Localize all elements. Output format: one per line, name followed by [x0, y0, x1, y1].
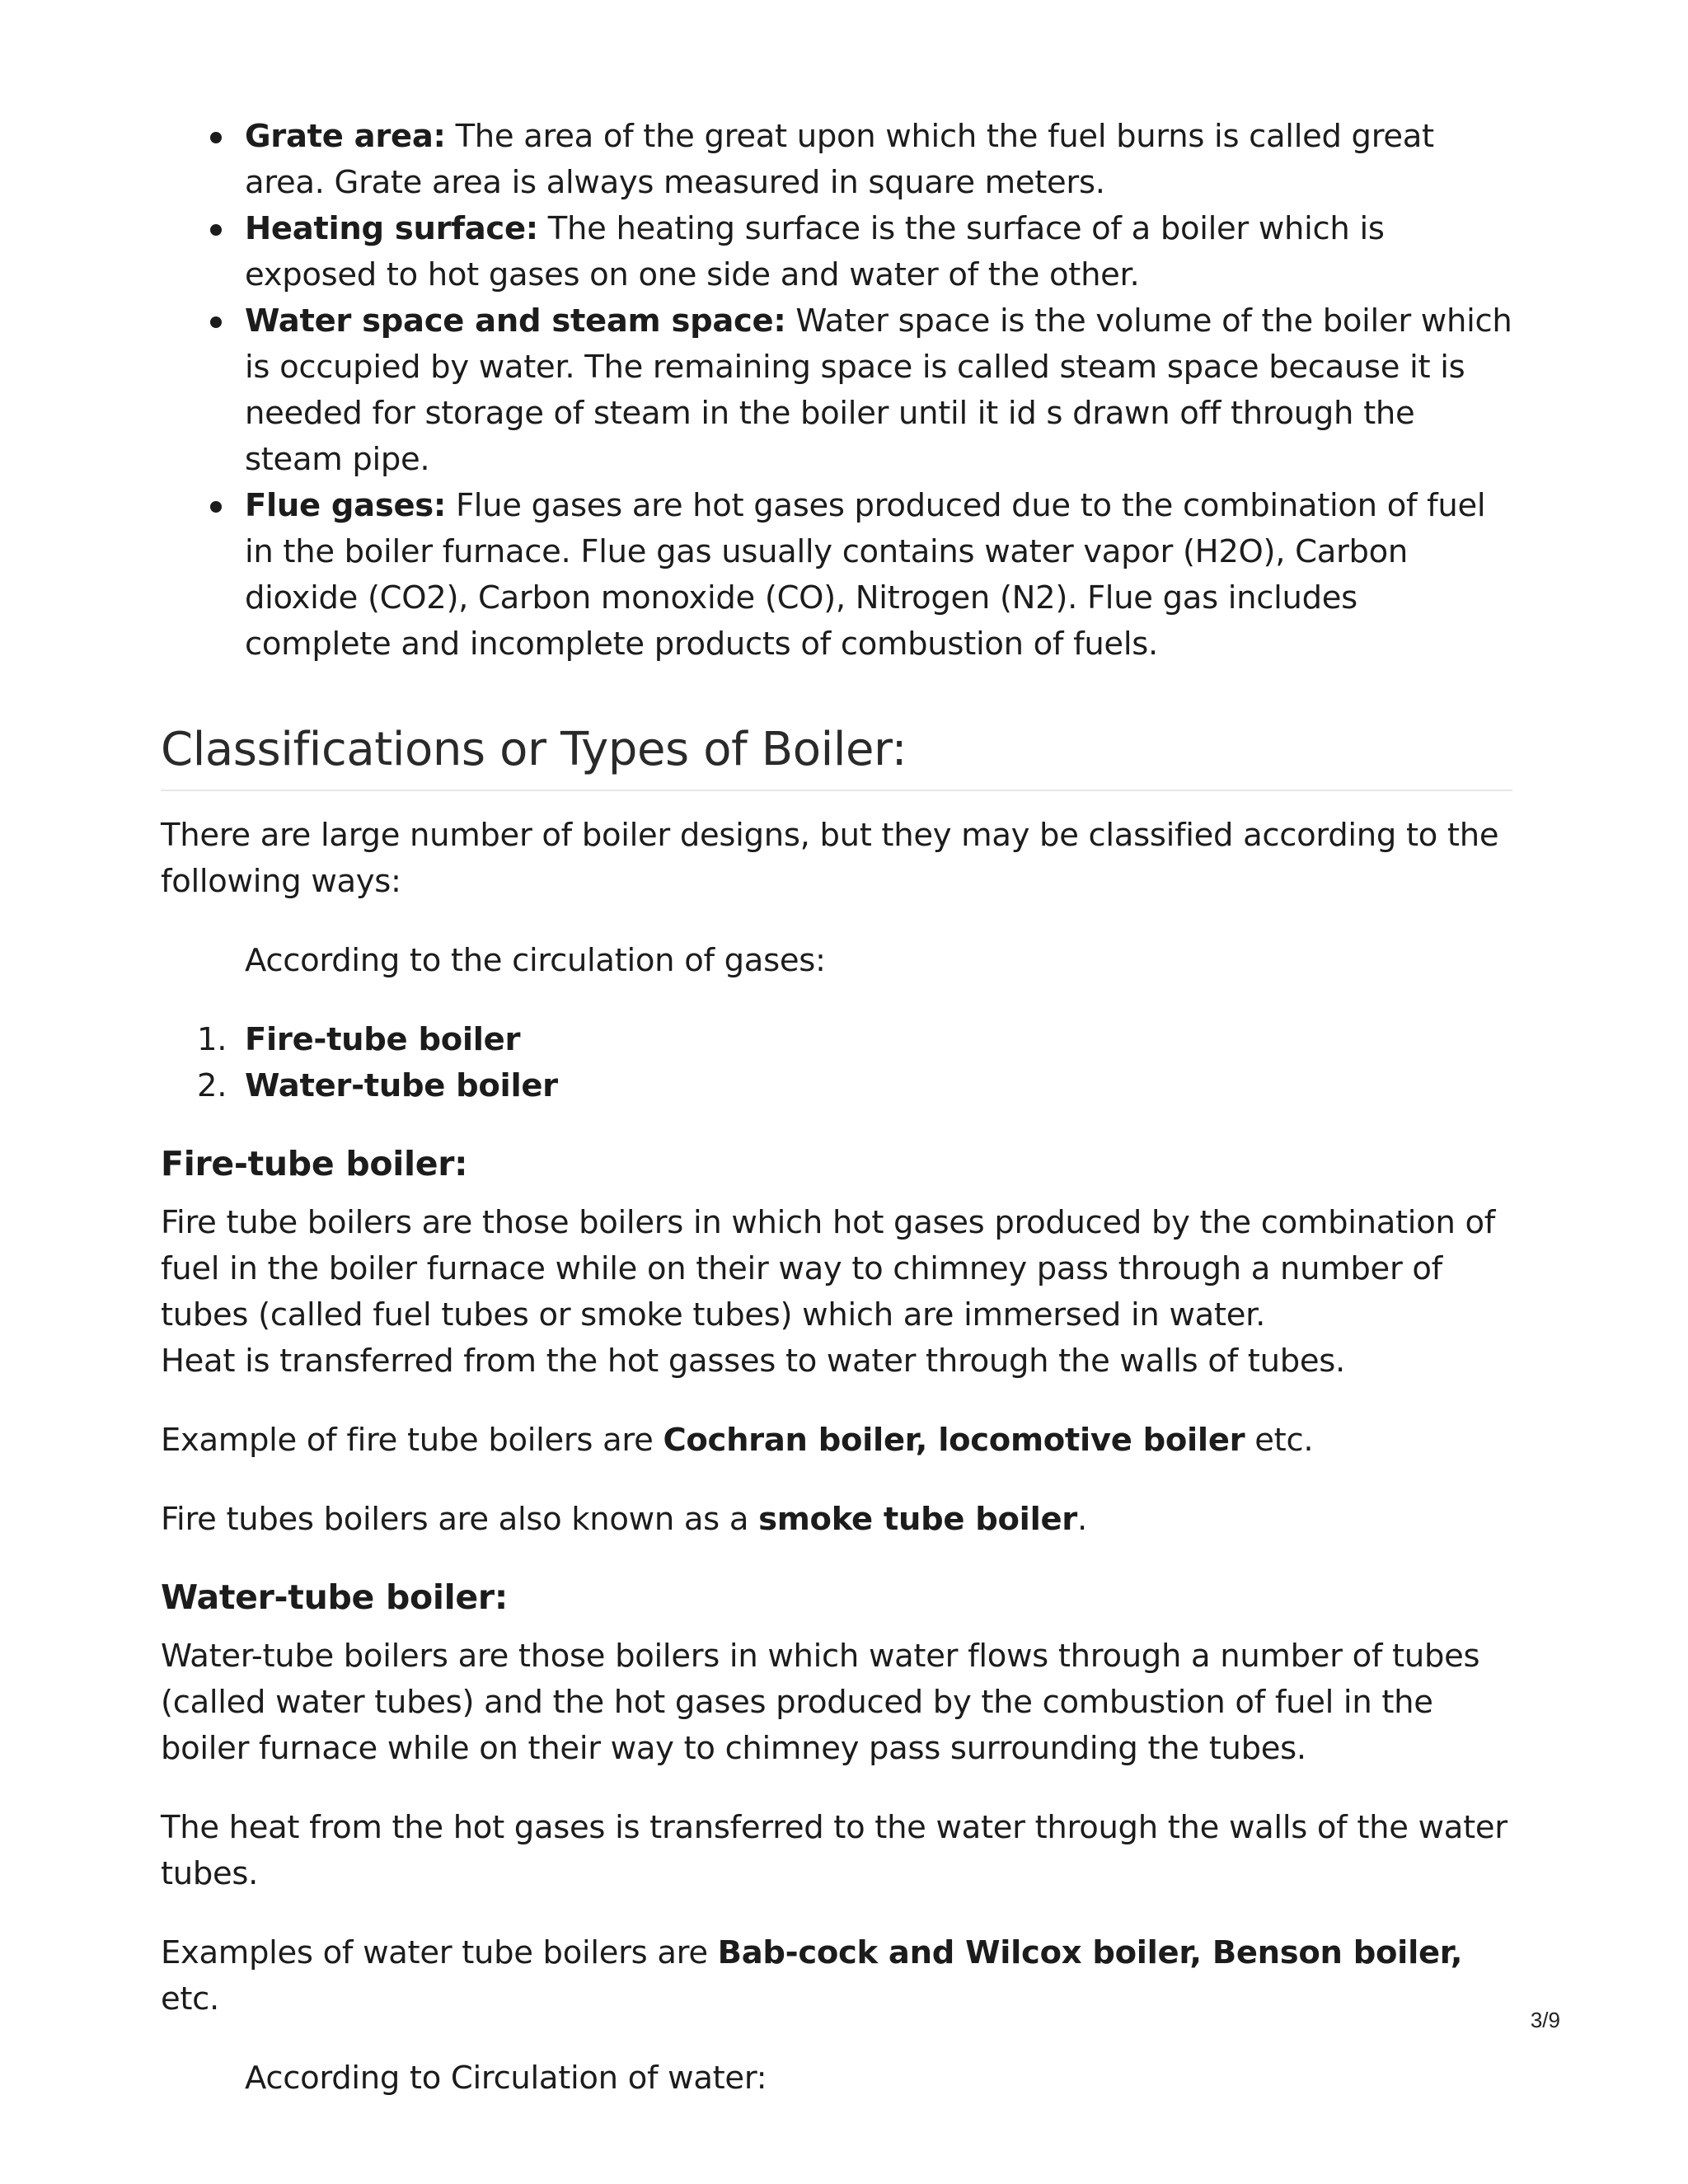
fire-tube-aka-suffix: . — [1076, 1501, 1087, 1538]
fire-tube-example-names: Cochran boiler, locomotive boiler — [663, 1422, 1245, 1459]
term-label: Flue gases: — [245, 487, 446, 524]
term-definition: Water space is the volume of the boiler which is occupied by water. The remaining space is called steam space because it is needed for storage of steam in the boiler until it id s drawn off through the steam pipe. — [245, 302, 1512, 478]
fire-tube-description-text: Fire tube boilers are those boilers in which hot gases produced by the combination of fuel in the boiler furnace while on their way to chimney pass through a number of tubes (called fuel tubes or smoke tubes) which are immersed in water. — [161, 1204, 1496, 1333]
list-number: 2. — [197, 1067, 227, 1104]
bullet-icon — [210, 132, 222, 143]
water-tube-example-suffix: etc. — [161, 1980, 219, 2018]
bullet-icon — [210, 501, 222, 513]
water-tube-heat-transfer: The heat from the hot gases is transferred to the water through the walls of the water tubes. — [161, 1809, 1507, 1892]
term-definition: Flue gases are hot gases produced due to the combination of fuel in the boiler furnace. Flue gas usually contains water vapor (H2O), Carbon dioxide (CO2), Carbon monoxide (CO), Nitrogen (N2). Flue gas includes complete and incomplete products of combustion of fuels. — [245, 487, 1486, 663]
list-item — [245, 206, 1512, 298]
term-label: Grate area: — [245, 118, 446, 155]
fire-tube-aka-name: smoke tube boiler — [758, 1501, 1077, 1538]
type-label: Water-tube boiler — [245, 1067, 558, 1104]
boiler-terms-list — [161, 114, 1512, 668]
boiler-types-list — [161, 1017, 1512, 1109]
bullet-icon — [210, 316, 222, 328]
water-tube-description: Water-tube boilers are those boilers in which water flows through a number of tubes (called water tubes) and the hot gases produced by the combustion of fuel in the boiler furnace while on their way to chimney pass surrounding the tubes. — [161, 1638, 1480, 1767]
fire-tube-example-suffix: etc. — [1245, 1422, 1314, 1459]
list-item — [197, 1017, 1512, 1063]
fire-tube-heading: Fire-tube boiler: — [161, 1144, 468, 1183]
term-definition: The area of the great upon which the fuel burns is called great area. Grate area is always measured in square meters. — [245, 118, 1434, 201]
list-number: 1. — [197, 1021, 227, 1058]
classifications-heading: Classifications or Types of Boiler: — [161, 719, 1512, 791]
type-label: Fire-tube boiler — [245, 1021, 521, 1058]
fire-tube-description — [161, 1200, 1512, 1385]
term-label: Heating surface: — [245, 210, 538, 247]
list-item — [245, 298, 1512, 483]
fire-tube-heat-transfer: Heat is transferred from the hot gasses to water through the walls of tubes. — [161, 1343, 1345, 1380]
page-number: 3/9 — [1530, 2008, 1560, 2032]
document-content — [161, 114, 1512, 2102]
water-tube-example-prefix: Examples of water tube boilers are — [161, 1934, 718, 1971]
water-tube-heading: Water-tube boiler: — [161, 1577, 508, 1617]
fire-tube-examples — [161, 1418, 1512, 1464]
gas-circulation-criterion: According to the circulation of gases: — [245, 942, 826, 979]
classifications-intro: There are large number of boiler designs, but they may be classified according to the following ways: — [161, 817, 1499, 900]
term-label: Water space and steam space: — [245, 302, 786, 340]
list-item — [197, 1063, 1512, 1109]
list-item — [245, 483, 1512, 668]
fire-tube-aka-prefix: Fire tubes boilers are also known as a — [161, 1501, 759, 1538]
fire-tube-aka — [161, 1497, 1512, 1543]
fire-tube-example-prefix: Example of fire tube boilers are — [161, 1422, 663, 1459]
bullet-icon — [210, 224, 222, 236]
water-circulation-criterion: According to Circulation of water: — [245, 2060, 767, 2097]
water-tube-example-names: Bab-cock and Wilcox boiler, Benson boiler, — [717, 1934, 1463, 1971]
term-definition: The heating surface is the surface of a boiler which is exposed to hot gases on one side and water of the other. — [245, 210, 1385, 293]
list-item — [245, 114, 1512, 206]
water-tube-examples — [161, 1930, 1512, 2022]
